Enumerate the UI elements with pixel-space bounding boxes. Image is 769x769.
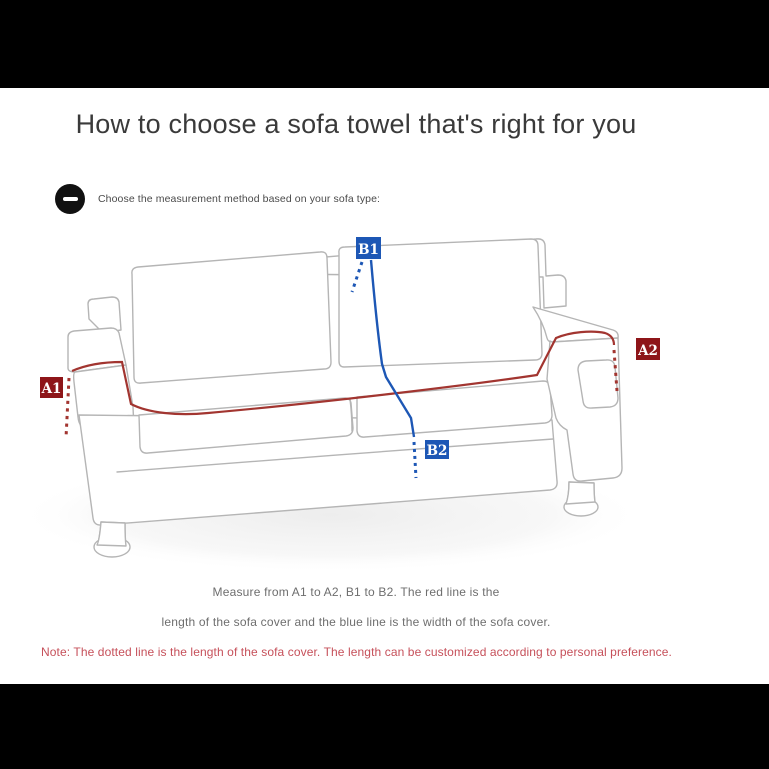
sofa-right-leg-body	[566, 482, 595, 504]
sofa-back-left-block	[88, 297, 121, 333]
sofa-left-arm-top	[68, 328, 126, 372]
sofa-right-arm-inner-panel	[578, 360, 618, 408]
label-a1-text: A1	[41, 381, 62, 397]
label-b1-text: B1	[358, 242, 379, 258]
page-title: How to choose a sofa towel that's right for you	[75, 109, 637, 139]
caption-line-1: Measure from A1 to A2, B1 to B2. The red line is the	[212, 585, 500, 599]
label-b2-text: B2	[426, 443, 448, 459]
sofa-right-arm-top	[533, 307, 618, 342]
sofa-back-cushion-left	[132, 252, 331, 383]
sofa-left-leg-body	[97, 522, 126, 546]
sofa-right-arm-front	[547, 338, 622, 481]
red-dotted-line-left	[66, 378, 69, 438]
bottom-letterbox-bar	[0, 684, 769, 769]
note-text: Note: The dotted line is the length of the sofa cover. The length can be customized according to personal preference.	[41, 645, 672, 659]
step-instruction-text: Choose the measurement method based on your sofa type:	[98, 193, 381, 205]
caption-line-2: length of the sofa cover and the blue line is the width of the sofa cover.	[161, 615, 551, 629]
caption-block	[0, 577, 712, 637]
label-a2-text: A2	[638, 343, 658, 359]
